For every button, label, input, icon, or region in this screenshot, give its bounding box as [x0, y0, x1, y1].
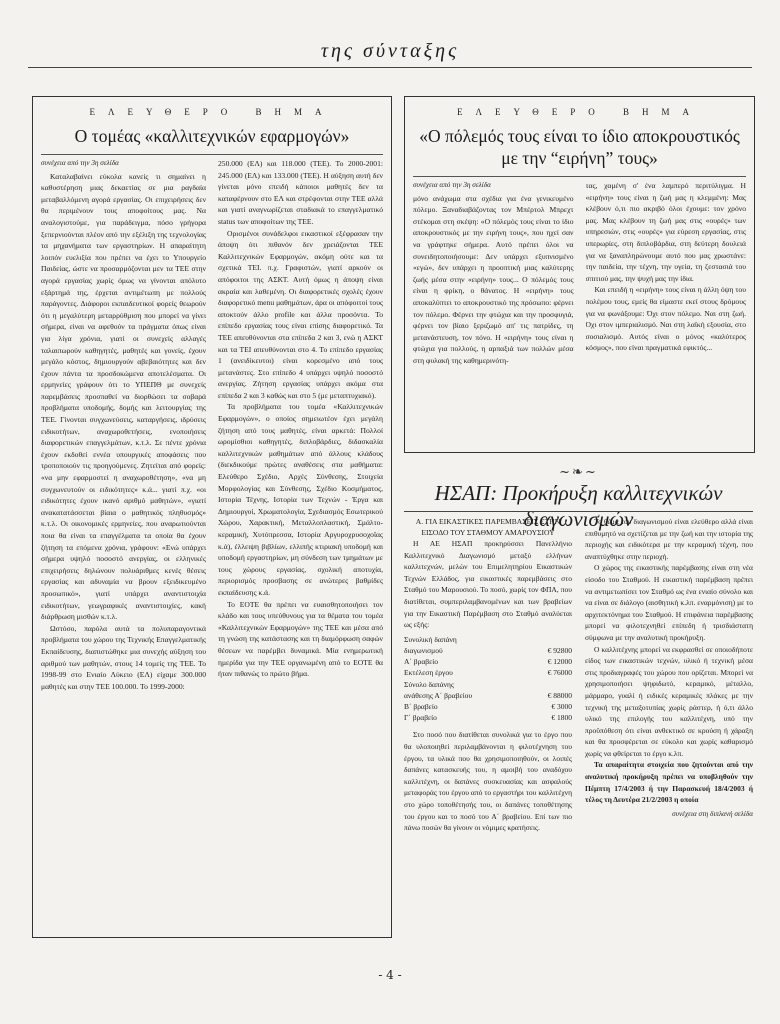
budget-label: Β΄ βραβείο: [404, 701, 438, 711]
nasap-column-2: [585, 516, 753, 936]
right-article-continued-note: συνέχεια από την 3η σελίδα: [413, 181, 491, 189]
budget-row: [404, 679, 572, 690]
budget-row: [404, 645, 572, 656]
paragraph-bold: Τα απαραίτητα στοιχεία που ζητούνται από την αναλυτική προκήρυξη πρέπει να υποβληθούν την Πέμπτη 17/4/2003 ή την Παρασκευή 18/4/2003 ή τέλος τη Δευτέρα 21/2/2003 η οποία: [585, 760, 753, 805]
left-article-kicker: ΕΛΕΥΘΕΡΟ ΒΗΜΑ: [89, 107, 335, 117]
right-article-title-rule: [413, 176, 746, 177]
budget-value: € 3000: [551, 701, 572, 711]
budget-label: Σύνολο δαπάνης: [404, 679, 454, 689]
paragraph: Το θέμα του διαγωνισμού είναι ελεύθερο αλλά είναι επιθυμητό να σχετίζεται με την ζωή και την ιστορία της περιοχής και ειδικότερα με την κεραμική τέχνη, που αναπτύχθηκε στην περιοχή.: [585, 517, 753, 561]
budget-value: [528, 679, 572, 690]
paragraph: Στο ποσό που διατίθεται συνολικά για το έργο που θα υλοποιηθεί περιλαμβάνονται η φιλοτέχνηση του έργου, τα υλικά που θα χρησιμοποιηθούν, οι λοιπές δαπάνες κατασκευής του, η αμοιβή του αναδόχου καλλιτέχνη, οι δαπάνες συσκευασίας και ασφαλούς μεταφοράς του έργου από το εργαστήρι του καλλιτέχνη στο χώρο τοποθέτησής του, οι δαπάνες τοποθέτησης του έργου και το ποσό του Α΄ βραβείου. Επί των πιο πάνω ποσών θα γίνουν οι νόμιμες κρατήσεις.: [404, 730, 572, 833]
budget-label: διαγωνισμού: [404, 645, 443, 655]
nasap-subhead: Α. ΓΙΑ ΕΙΚΑΣΤΙΚΕΣ ΠΑΡΕΜΒΑΣΕΙΣ ΣΤΗΝ ΕΙΣΟΔΟ ΤΟΥ ΣΤΑΘΜΟΥ ΑΜΑΡΟΥΣΙΟΥ: [415, 517, 561, 537]
right-article-box: [404, 96, 755, 453]
paragraph: [586, 284, 747, 354]
budget-value: € 92800: [547, 645, 572, 655]
budget-row: [404, 701, 572, 712]
paragraph: τας, χαμένη σ' ένα λαμπερό περιτύλιγμα. Η «ειρήνη» τους είναι η ζωή μας η κλεμμένη: Μας κλέβουν ό,τι πιο ακριβό όλοι έχουμε: τον χρόνο μας. Μας κλέβουν τη ζωή μας στις «ουρές» των υπηρεσιών, στις «ουρές» για εύρεση εργασίας, στις υπερωρίες, στη διπλοβάρδια, στη δεύτερη δουλειά για να ξαναπληρώνουμε αυτό που μας χρωστάνε: την παιδεία, την τέχνη, την υγεία, τη ζεστασιά του σπιτιού μας, την ψυχή μας την ίδια.: [585, 181, 746, 283]
nasap-article-title: ΗΣΑΠ: Προκήρυξη καλλιτεχνικών διαγωνισμών: [434, 481, 723, 531]
left-article-title: Ο τομέας «καλλιτεχνικών εφαρμογών»: [74, 126, 350, 146]
budget-row: [404, 656, 572, 667]
left-article-column-1: [41, 158, 206, 928]
paragraph: Ωστόσο, παρόλα αυτά τα πολυπαραγοντικά προβλήματα του χώρου της Τεχνικής Επαγγελματικής Εκπαίδευσης, διαπιστώθηκε μια συνεχής αύξηση του αριθμού των μαθητών, στους 14 τομείς της ΤΕΕ. Το 1998-99 στο Ενιαίο Λύκειο (ΕΛ) είχαμε 300.000 μαθητές και στην ΤΕΕ 100.000. Το 1999-2000:: [41, 623, 206, 691]
budget-row: [404, 634, 572, 645]
nasap-title-rule: [404, 511, 753, 512]
paragraph: Ο χώρος της εικαστικής παρέμβασης είναι στη νέα είσοδο του Σταθμού. Η εικαστική παρέμβαση πρέπει να αντιμετωπίσει τον Σταθμό ως ένα ενιαίο σύνολο και να είναι σε διάλογο (αισθητική κ.λπ. εναρμόνιση) με το αρχιτεκτόνημα του Σταθμού. Η επιφάνεια παρέμβασης μπορεί να φιλοτεχνηθεί επίπεδη ή τρισδιάστατη σύμφωνα με την αναλυτική προκήρυξη.: [585, 563, 753, 642]
budget-value: € 76000: [547, 668, 572, 678]
right-article-column-1: [413, 180, 574, 448]
budget-label: Συνολική δαπάνη: [404, 634, 457, 644]
budget-value: € 12000: [547, 657, 572, 667]
page-number: - 4 -: [378, 968, 402, 982]
budget-label: Α΄ βραβείο: [404, 657, 439, 667]
budget-label: Γ΄ βραβείο: [404, 713, 437, 723]
budget-row: [404, 712, 572, 723]
header-rule: [28, 67, 752, 68]
continued-next-note: συνέχεια στη διπλανή σελίδα: [672, 809, 753, 818]
right-article-kicker: ΕΛΕΥΘΕΡΟ ΒΗΜΑ: [457, 107, 702, 117]
paragraph: Καταλαβαίνει εύκολα κανείς τι σημαίνει η καθυστέρηση μιας δεκαετίας σε μια ραγδαία μεταβαλλόμενη αγορά εργασίας. Οι επιχειρήσεις δεν θα περιμένουν τους αποφοίτους μας. Να αναλογιστούμε, για παράδειγμα, πόσο γρήγορα ξεπερνιούνται πλέον από την εξέλιξη της τεχνολογίας τα μηχανήματα των εργαστηρίων. Η απαραίτητη λοιπόν ευελιξία που πρέπει να έχει το Υπουργείο Παιδείας, ώστε να προσαρμόζονται μεν τα ΤΕΕ στην αγορά εργασίας χωρίς όμως να γίνονται απόλυτο εξάρτημά της, έρχεται αντιμέτωπη με πολλούς παράγοντες. Διάφοροι εκπαιδευτικοί φορείς θεωρούν ότι η μεγαλύτερη μεταρρύθμιση που μπορεί να γίνει σήμερα, είναι να αφεθούν τα πράγματα όπως είναι για λίγα χρόνια, γιατί οι συνεχείς αλλαγές ταλαιπωρούν καθηγητές, μαθητές και γονείς, έχουν μεγάλο κόστος, δημιουργούν αβεβαιότητες και δεν έχουν πάντα τα προσδοκώμενα αποτελέσματα. Οι ερμηνείες γράφουν ότι το ΥΠΕΠΘ με συνεχείς παρεμβάσεις προσπαθεί να διορθώσει τα σοβαρά προβλήματα υποδομής, δομής και λειτουργίας της ΤΕΕ. Γίνονται συγχωνεύσεις, καταργήσεις, ιδρύσεις ειδικοτήτων, αναχωροθετήσεις, ενοποιήσεις διαφορετικών επαγγελμάτων, κ.τ.λ. Σε πέντε χρόνια έχουν εκδοθεί εννέα υπουργικές αποφάσεις που τροποποιούν τις προηγούμενες. Ζητείται από φορείς: «να μην εφαρμοστεί η αναχωροθέτηση», «να μη συγχωνευτούν οι ειδικότητες» κ.ά... γιατί π.χ. «οι ειδικότητες έχουν ικανό αριθμό μαθητών», «γιατί ανακατατάσσεται βίαια ο μαθητικός πληθυσμός» κ.τ.λ. Οι οικονομικές ερμηνείες, που αναρωτιούνται ποια θα είναι τα επαγγέλματα τα οποία θα έχουν ζήτηση τα επόμενα χρόνια, γράφουν: «Ενώ υπάρχει σήμερα υψηλό ποσοστό ανεργίας, οι ελληνικές επιχειρήσεις δηλώνουν πολυάριθμες κενές θέσεις εργασίας και αδυναμία να βρουν εξειδικευμένο προσωπικό», γιατί υπάρχει αναντιστοιχία ειδικοτήτων, γεωγραφικές αναντιστοιχίες, κακή διάρθρωση μισθών κ.τ.λ.: [41, 171, 206, 622]
right-article-title: «Ο πόλεμός τους είναι το ίδιο αποκρουστικός με την “ειρήνη” τους»: [419, 126, 740, 168]
budget-table: [404, 634, 572, 724]
nasap-column-1: [404, 516, 572, 936]
ornament-separator: ~❧~: [559, 465, 598, 480]
budget-value: € 1800: [551, 713, 572, 723]
budget-label: ανάθεσης Α΄ βραβείου: [404, 690, 473, 700]
paragraph: Η ΑΕ ΗΣΑΠ προκηρύσσει Πανελλήνιο Καλλιτεχνικό Διαγωνισμό μεταξύ ελλήνων καλλιτεχνών, μελών του Επιμελητηρίου Εικαστικών Τεχνών Ελλάδος, για εικαστικές παρεμβάσεις στο Σταθμό του Μαρουσιού. Το ποσό, χωρίς τον ΦΠΑ, που διατίθεται, συμπεριλαμβανομένων και των βραβείων για την Εικαστική Παρέμβαση στο Σταθμό αναλύεται ως εξής:: [404, 539, 572, 630]
budget-row: [404, 667, 572, 678]
budget-value: [528, 634, 572, 645]
left-article-title-rule: [41, 154, 383, 155]
paragraph: 250.000 (ΕΛ) και 118.000 (ΤΕΕ). Το 2000-2001: 245.000 (ΕΛ) και 133.000 (ΤΕΕ). Η αύξηση αυτή δεν γίνεται μόνο επειδή κάποιοι μαθητές δεν τα καταφέρνουν στο ΕΛ και στρέφονται στην ΤΕΕ αλλά και γιατί αναγνωρίζεται σταδιακά το επαγγελματικό status των αποφοίτων της ΤΕΕ.: [218, 159, 383, 226]
budget-label: Εκτέλεση έργου: [404, 668, 453, 678]
paragraph: Ο καλλιτέχνης μπορεί να εκφρασθεί σε οποιοδήποτε είδος των εικαστικών τεχνών, υλικό ή τεχνική μέσα στις προδιαγραφές του χώρου που ορίζεται. Μπορεί να χρησιμοποιήσει ψηφιδωτό, κεραμικό, μέταλλο, μάρμαρο, γυαλί ή ειδικές κεραμικές πλάκες με την τεχνική της μεταξοτυπίας χωρίς ράστερ, ή ό,τι άλλο υλικό της επιλογής του καλλιτέχνη, υπό την προϋπόθεση ότι είναι ανθεκτικό σε κρούση ή χάραξη και θα προσφέρεται σε εύκολο και χωρίς καθαρισμό χωρίς να φθείρεται το έργο κ.λπ.: [585, 644, 753, 758]
paragraph: Το ΕΟΤΕ θα πρέπει να ευαισθητοποιήσει τον κλάδο και τους υπεύθυνους για τα θέματα του τομέα «Καλλιτεχνικών Εφαρμογών» της ΤΕΕ και μέσα από τη γνώση της κατάστασης και τη διαμόρφωση σαφών θέσεων να παρέμβει δυναμικά. Μία ενημερωτική ημερίδα για την ΤΕΕ οργανωμένη από το ΕΟΤΕ θα ήταν πιθανώς το πρώτο βήμα.: [218, 599, 383, 679]
budget-value: € 88000: [547, 690, 572, 700]
left-article-box: [32, 96, 392, 938]
left-article-column-2: [218, 158, 383, 928]
page-header-title: της σύνταξης: [320, 40, 460, 62]
budget-row: [404, 690, 572, 701]
right-article-column-2: [586, 180, 747, 448]
left-article-continued-note: συνέχεια από την 3η σελίδα: [41, 159, 119, 167]
paragraph: Τα προβλήματα του τομέα «Καλλιτεχνικών Εφαρμογών», ο οποίος σημειωτέον έχει μεγάλη ζήτηση από τους μαθητές, είναι αρκετά: Πολλοί ωρομίσθιοι καθηγητές, διπλοβάρδιες, διδασκαλία καλλιτεχνικών μαθημάτων από άλλους κλάδους (διεκδικούμε πρώτες αναθέσεις στα μαθήματα: Ελεύθερο Σχέδιο, Αρχές Σύνθεσης, Στοιχεία Μορφολογίας και Σύνθεσης, Σχέδιο Κοσμήματος, Ιστορία Τέχνης, Ιστορία των Τεχνών - Έργα και Δημιουργοί, Χρωματολογία, Σχεδιασμός Εσωτερικού Χώρου, Χαρακτική, Μεταλλοπλαστική, Σμάλτο-κεραμική, Χυτόπρεσσα, Ιστορία Αργυροχρυσοχοΐας κ.ά), έλλειψη βιβλίων, ελλιπής κτιριακή υποδομή και υποδομή εργαστηρίων, μη σύνδεση των τμημάτων με τους χώρους εργασίας, σχολική αποτυχία, περιορισμός προσβασης σε ανώτερες βαθμίδες εκπαίδευσης κ.ά.: [218, 402, 383, 597]
paragraph-text: Και επειδή η «ειρήνη» τους είναι η άλλη όψη του πολέμου τους, εμείς θα είμαστε εκεί στους δρόμους για να φωνάξουμε: Όχι στον πόλεμο. Ναι στη ζωή. Όχι στον ιμπεριαλισμό. Ναι στη λαϊκή εξουσία, στο σοσιαλισμό. Αυτός είναι ο μόνος «καλύτερος κόσμος», που είναι πραγματικά εφικτός...: [585, 285, 746, 353]
paragraph: Ορισμένοι συνάδελφοι εικαστικοί εξέφρασαν την άποψη ότι πιθανόν δεν χρειάζονται ΤΕΕ Καλλιτεχνικών Εφαρμογών, ακόμη ούτε και τα σχετικά ΤΕΙ. π.χ. Γραφιστών, γιατί αρκούν οι απόφοιτοι της ΑΣΚΤ. Αυτή όμως η άποψη είναι ακραία και λαθεμένη. Οι διαφορετικές σχολές έχουν διαφορετικό menu μαθημάτων, άρα οι απόφοιτοί τους αποκτούν άλλο profile και άλλα προσόντα. Το επίπεδο εργασίας τους είναι επίσης διαφορετικό. Τα ΤΕΕ απευθύνονται στα επίπεδα 2 και 3, ενώ η ΑΣΚΤ και τα ΤΕΙ απευθύνονται στο 4. Το επίπεδο εργασίας 1 (ανειδίκευτοι) είναι κορεσμένο από τους μετανάστες. Στο επίπεδο 4 υπάρχει υψηλό ποσοστό ανεργίας. Ζήτηση εργασίας υπάρχει ακόμα στα επίπεδα 2 και 3 καθώς και στο 5 (με μεταπτυχιακό).: [218, 228, 383, 400]
paragraph: μόνο ανάχωμα στα σχέδια για ένα γενικευμένο πόλεμο. Ξαναδιαβάζοντας τον Μπέρτολ Μπρεχτ στέκομαι στη σκέψη: «Ο πόλεμός τους είναι το ίδιο αποκρουστικός με την ειρήνη τους», που ηχεί σαν να γράφτηκε σήμερα. Αυτό πρέπει όλοι να συνειδητοποιήσουμε: Δεν υπάρχει εξυπνισμένο «εγώ», δεν υπάρχει η προοπτική μιας καλύτερης ζωής μέσα στην «ειρήνη» τους... Ο πόλεμός τους είναι η φρίκη, ο θάνατος. Η «ειρήνη» τους αποκαλύπτει το αποκρουστικό της πρόσωπο: φέρνει τον πόλεμο. Φέρνει την φτώχια και την προσφυγιά, φέρνει τον βίαιο ξεριζωμό απ' τις πατρίδες, τη μετανάστευση, τον πόνο. Η «ειρήνη» τους είναι η φτώχια για πολλούς, η αρπαξιά των πολλών μέσα στη φυλακή της καθημερινότη-: [413, 193, 574, 365]
